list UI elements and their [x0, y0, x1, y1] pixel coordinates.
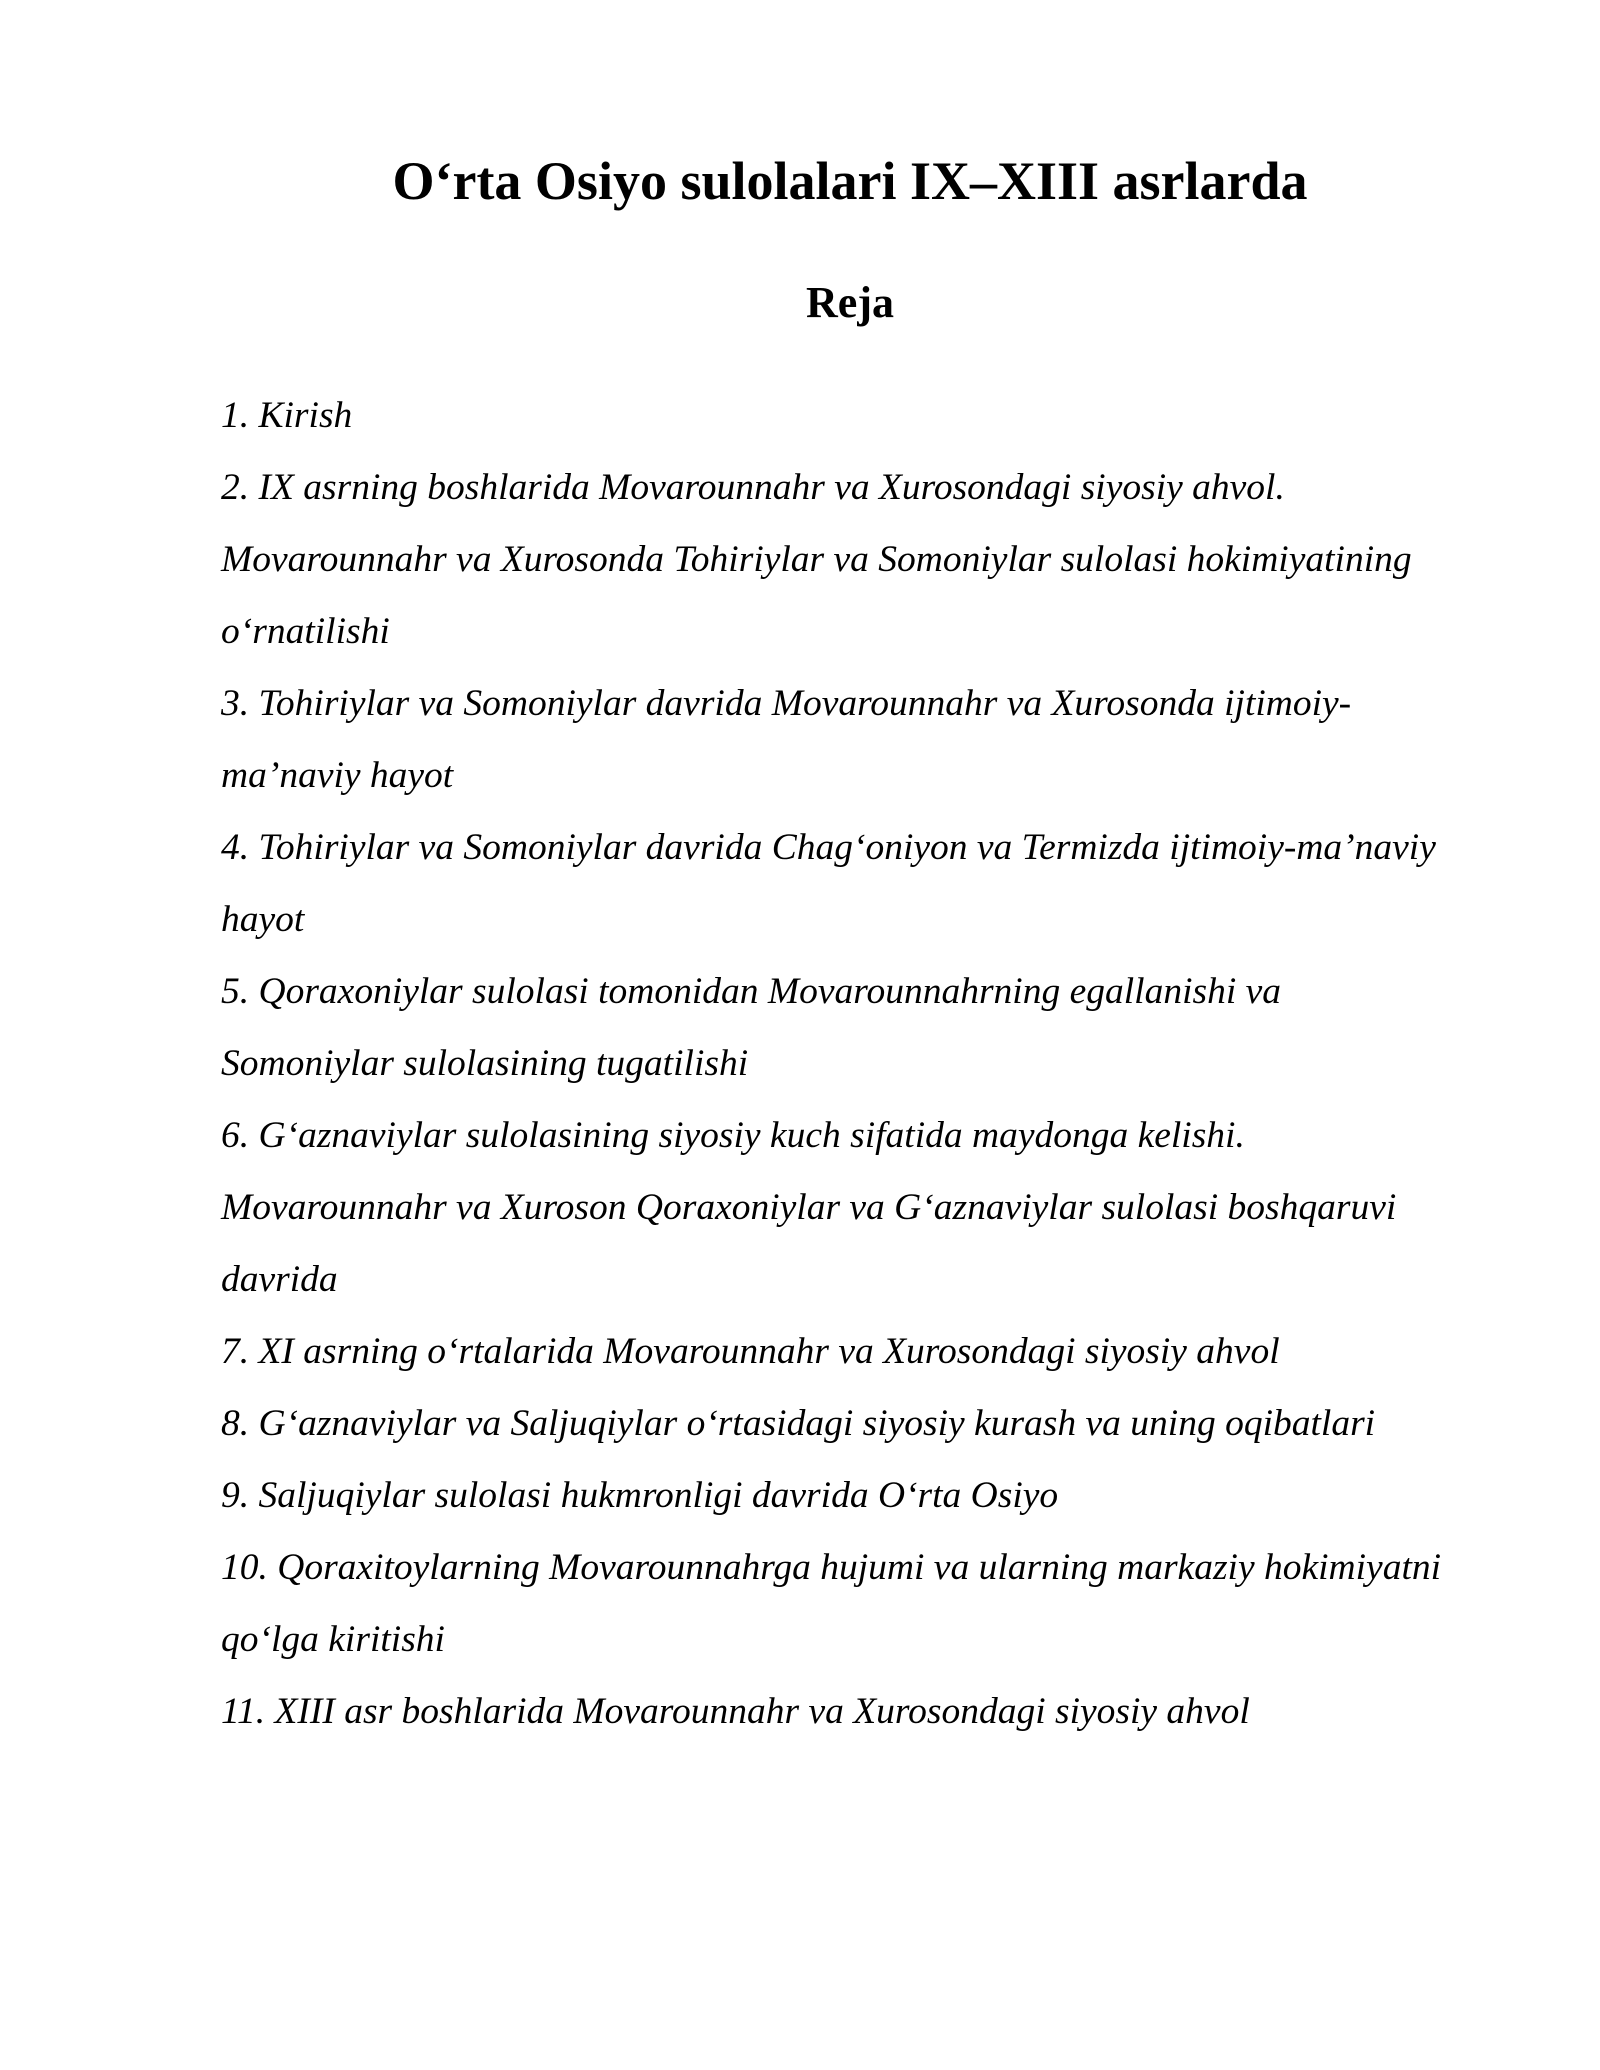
plan-item-10: 10. Qoraxitoylarning Movarounnahrga hujumi va ularning markaziy hokimiyatni qo‘lga kiritishi [221, 1547, 1442, 1660]
plan-item-2: 2. IX asrning boshlarida Movarounnahr va Xurosondagi siyosiy ahvol. Movarounnahr va Xurosonda Tohiriylar va Somoniylar sulolasi hokimiyatining o‘rnatilishi [221, 467, 1412, 652]
plan-item-7: 7. XI asrning o‘rtalarida Movarounnahr va Xurosondagi siyosiy ahvol [221, 1331, 1280, 1372]
plan-item-3: 3. Tohiriylar va Somoniylar davrida Movarounnahr va Xurosonda ijtimoiy-ma’naviy hayot [221, 683, 1352, 796]
plan-item-11: 11. XIII asr boshlarida Movarounnahr va Xurosondagi siyosiy ahvol [221, 1691, 1250, 1732]
plan-item-4: 4. Tohiriylar va Somoniylar davrida Chag‘oniyon va Termizda ijtimoiy-ma’naviy hayot [221, 827, 1436, 940]
plan-heading: Reja [806, 278, 894, 327]
plan-item-1: 1. Kirish [221, 395, 353, 436]
document-title: O‘rta Osiyo sulolalari IX–XIII asrlarda [392, 151, 1308, 211]
plan-item-8: 8. G‘aznaviylar va Saljuqiylar o‘rtasidagi siyosiy kurash va uning oqibatlari [221, 1403, 1376, 1444]
plan-list [221, 380, 1451, 1748]
plan-item-6: 6. G‘aznaviylar sulolasining siyosiy kuch sifatida maydonga kelishi. Movarounnahr va Xuroson Qoraxoniylar va G‘aznaviylar sulolasi boshqaruvi davrida [221, 1115, 1397, 1300]
plan-item-5: 5. Qoraxoniylar sulolasi tomonidan Movarounnahrning egallanishi va Somoniylar sulolasining tugatilishi [221, 971, 1282, 1084]
plan-item-9: 9. Saljuqiylar sulolasi hukmronligi davrida O‘rta Osiyo [221, 1475, 1059, 1516]
